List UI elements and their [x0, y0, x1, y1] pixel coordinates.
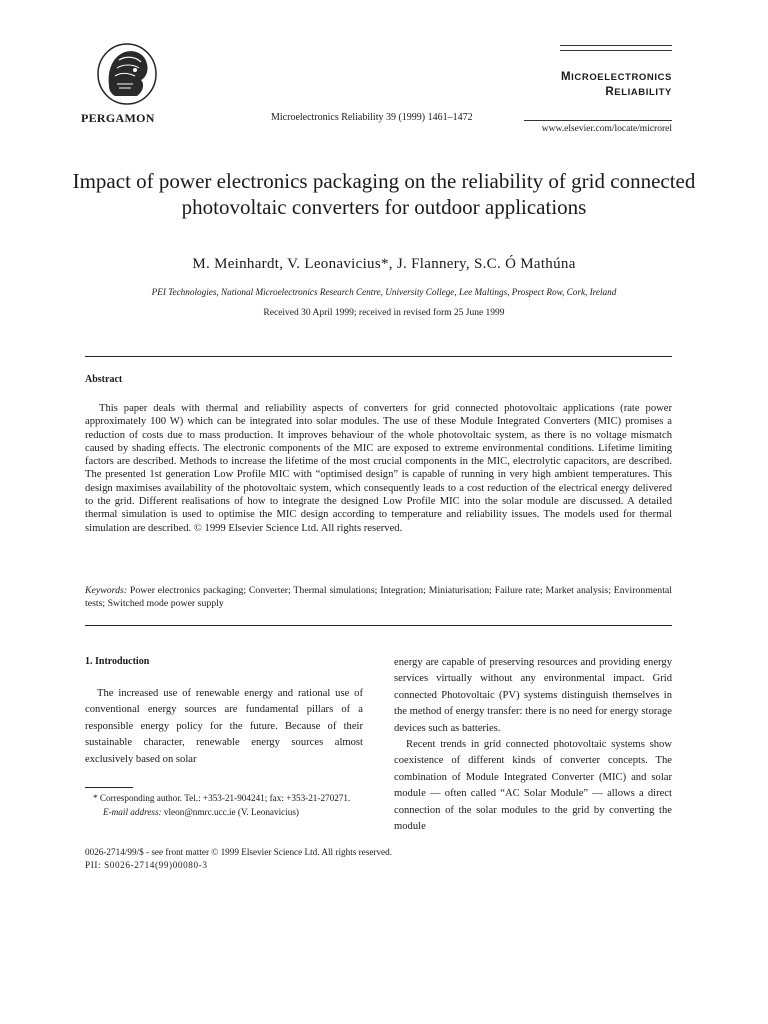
introduction-left-paragraph: The increased use of renewable energy and rational use of conventional energy sources are fundamental pillars of a responsible energy policy for the future. Because of their sustainable character, renewable energy sources almost exclusively based on solar [85, 688, 363, 765]
keywords-text: Power electronics packaging; Converter; Thermal simulations; Integration; Miniaturisation; Failure rate; Market analysis; Environmental tests; Switched mode power supply [85, 585, 672, 609]
abstract-heading: Abstract [85, 374, 123, 385]
introduction-right-paragraph-1: energy are capable of preserving resources and providing energy services virtually without any environmental impact. Grid connected Photovoltaic (PV) systems distinguish themselves in the method of energy transfer: there is no need for energy storage devices such as batteries. [394, 657, 672, 734]
journal-url-link[interactable]: www.elsevier.com/locate/microrel [541, 124, 672, 134]
introduction-right-paragraph-2: Recent trends in grid connected photovoltaic systems show coexistence of different kinds of converter concepts. The combination of Module Integrated Converter (MIC) and solar module — often called “AC Solar Module” — allows a direct connection of the solar modules to the grid by converting the module [394, 739, 672, 833]
article-title: Impact of power electronics packaging on the reliability of grid connected photovoltaic converters for outdoor applications [72, 169, 696, 219]
copyright-line: 0026-2714/99/$ - see front matter © 1999 Elsevier Science Ltd. All rights reserved. [85, 847, 393, 857]
keywords [85, 584, 672, 610]
header-rule [560, 50, 672, 51]
abstract-body: This paper deals with thermal and reliability aspects of converters for grid connected photovoltaic applications (rate power approximately 100 W) which can be integrated into solar modules. The use of these Module Integrated Converters (MIC) promises a reduction of costs due to mass production. It improves behaviour of the whole photovoltaic system, as there is no voltage mismatch caused by shading effects. The electronic components of the MIC are exposed to extreme environmental conditions. Lifetime limiting factors are described. Methods to increase the lifetime of the most crucial components in the MIC, electrolytic capacitors, are described. The presented 1st generation Low Profile MIC with “optimised design” is capable of running in very high ambient temperatures. This design maximises availability of the photovoltaic system, which consequently leads to a cost reduction of the electrical energy delivered to the grid. Different realisations of how to integrate the designed Low Profile MIC into the solar module are discussed. A detailed thermal simulation is used to optimise the MIC design according to temperature and reliability issues. The models used for thermal simulation are described. © 1999 Elsevier Science Ltd. All rights reserved. [85, 403, 672, 534]
header-rule [560, 45, 672, 46]
received-dates: Received 30 April 1999; received in revised form 25 June 1999 [263, 308, 505, 318]
journal-reference: Microelectronics Reliability 39 (1999) 1461–1472 [271, 112, 473, 123]
publisher-name: PERGAMON [81, 111, 155, 125]
footnote-email: E-mail address: vleon@nmrc.ucc.ie (V. Leonavicius) [103, 806, 299, 817]
introduction-heading: 1. Introduction [85, 656, 150, 667]
section-rule [85, 625, 672, 626]
imprint [85, 846, 672, 871]
keywords-label: Keywords: [85, 585, 128, 596]
pergamon-logo-icon [95, 40, 159, 106]
section-rule [85, 356, 672, 357]
footnote-contact: * Corresponding author. Tel.: +353-21-904241; fax: +353-21-270271. [93, 793, 351, 803]
introduction-right-column [394, 655, 672, 835]
author-affiliation: PEI Technologies, National Microelectronics Research Centre, University College, Lee Maltings, Prospect Row, Cork, Ireland [151, 287, 617, 297]
journal-brand: MICROELECTRONICS RELIABILITY [560, 71, 672, 98]
footnote-rule [85, 787, 133, 788]
author-list: M. Meinhardt, V. Leonavicius*, J. Flannery, S.C. Ó Mathúna [192, 256, 576, 272]
pii-line: PII: S0026-2714(99)00080-3 [85, 859, 208, 870]
corresponding-author-footnote [85, 792, 363, 819]
header-rule [524, 120, 672, 121]
